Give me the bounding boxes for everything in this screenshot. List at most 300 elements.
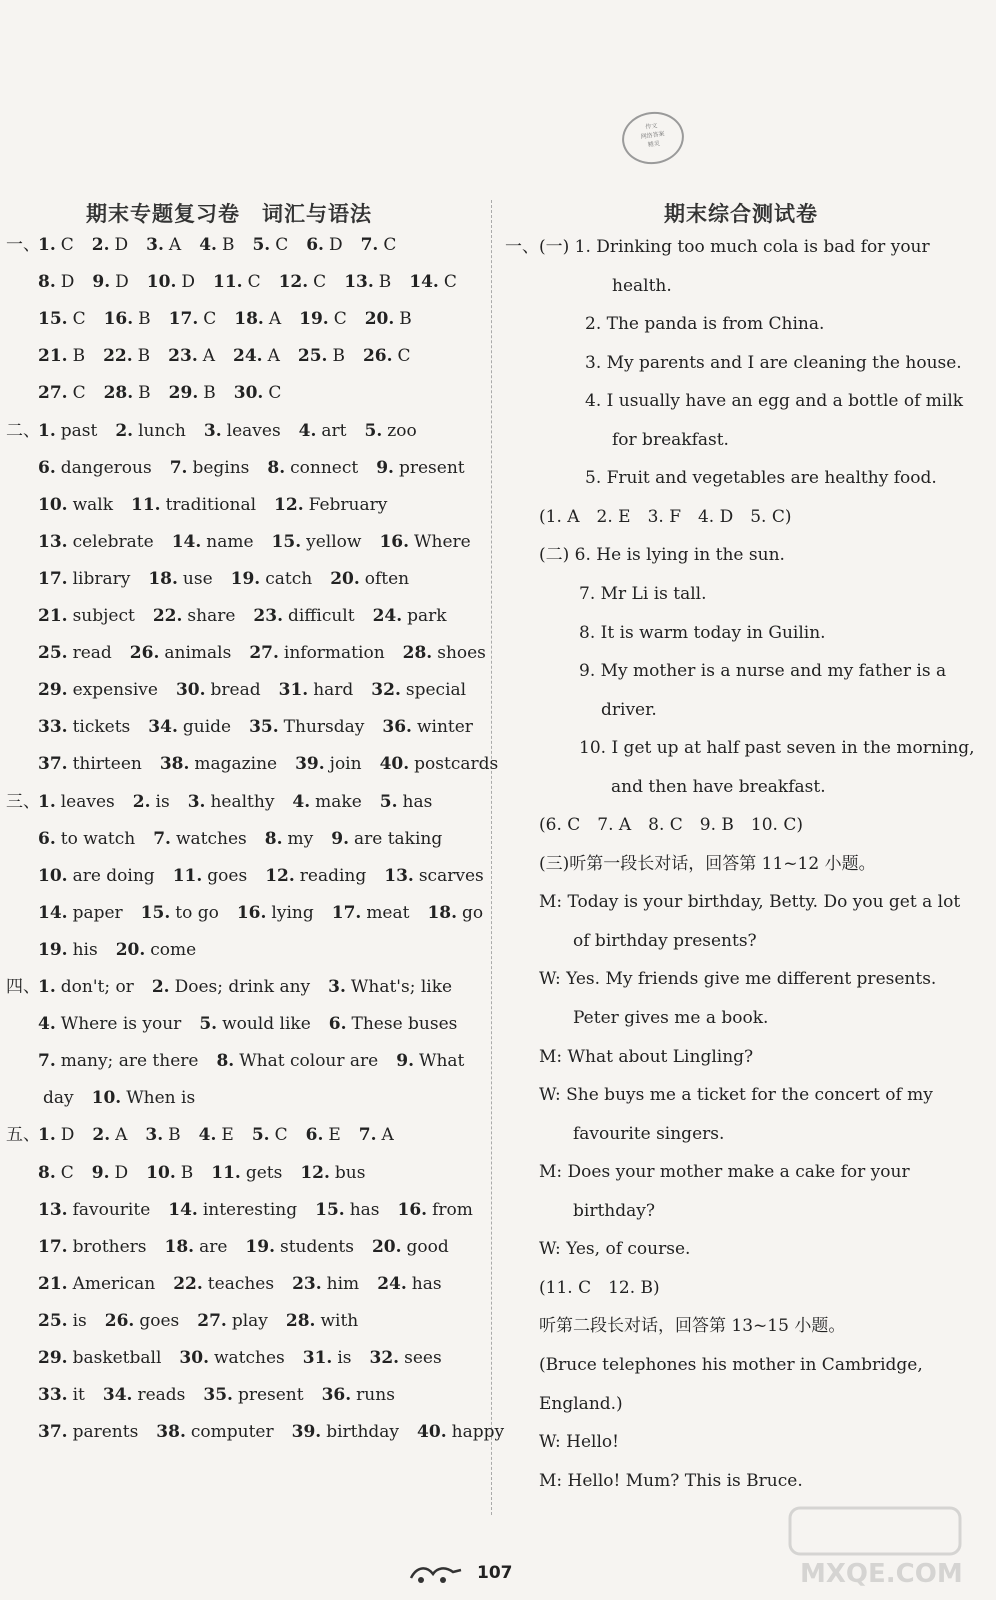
answer-item — [363, 345, 411, 367]
answer-item — [372, 1236, 449, 1258]
question-number: 10. — [38, 865, 68, 886]
answer-line: 7. Mr Li is tall. — [579, 583, 707, 604]
answer-text: happy — [451, 1422, 505, 1443]
question-number: 31. — [302, 1348, 333, 1368]
answer-text: D — [60, 272, 75, 293]
answer-item — [299, 308, 347, 330]
answer-item — [92, 1162, 128, 1184]
answer-item — [38, 679, 158, 701]
answer-item — [211, 1162, 282, 1184]
answer-item — [38, 271, 74, 293]
answer-text: watches — [213, 1348, 285, 1368]
answer-item — [292, 791, 361, 813]
answer-text: come — [150, 939, 197, 960]
answer-item — [148, 568, 212, 590]
answer-text: zoo — [387, 420, 417, 441]
answer-item — [384, 865, 483, 887]
answer-item — [237, 902, 314, 924]
answer-item — [322, 1384, 395, 1406]
page-number: 107 — [477, 1563, 513, 1583]
answer-item — [365, 308, 412, 330]
answer-item — [204, 420, 281, 442]
question-number: 19. — [230, 568, 261, 589]
answer-item — [371, 679, 466, 701]
question-number: 6. — [306, 235, 324, 255]
answer-line: 一、(一) 1. Drinking too much cola is bad for your — [505, 237, 930, 257]
answer-text: C — [275, 235, 289, 255]
answer-line: of birthday presents? — [573, 930, 757, 951]
answer-text: Does; drink any — [174, 977, 311, 997]
answer-text: B — [203, 383, 216, 404]
answer-item — [170, 457, 250, 479]
question-number: 10. — [38, 494, 68, 515]
answer-item — [38, 865, 155, 887]
answer-text: good — [406, 1236, 449, 1257]
answer-text: D — [115, 272, 129, 293]
question-number: 18. — [234, 309, 264, 330]
answer-item — [141, 902, 219, 924]
answer-text: C — [203, 309, 217, 330]
answer-line: for breakfast. — [612, 429, 729, 450]
answer-row — [38, 1310, 376, 1332]
answer-item — [213, 271, 261, 293]
answer-text: B — [137, 346, 151, 367]
answer-item — [38, 345, 85, 367]
answer-row — [38, 753, 516, 775]
answer-row — [38, 1384, 413, 1406]
answer-line: M: What about Lingling? — [539, 1046, 754, 1067]
answer-text: with — [320, 1310, 359, 1331]
answer-text: D — [60, 1125, 75, 1146]
answer-item — [38, 716, 130, 738]
answer-item — [329, 1013, 458, 1035]
answer-text: C — [247, 272, 261, 293]
question-number: 15. — [140, 902, 171, 923]
answer-item — [131, 494, 256, 516]
answer-item — [306, 1124, 341, 1146]
answer-text: use — [182, 568, 213, 589]
answer-item — [417, 1421, 504, 1443]
answer-text: computer — [190, 1422, 274, 1443]
answer-text: go — [462, 902, 484, 923]
answer-text: D — [328, 235, 343, 255]
answer-item — [197, 1310, 268, 1332]
answer-line: (二) 6. He is lying in the sun. — [539, 545, 785, 566]
answer-item — [330, 568, 409, 590]
question-number: 15. — [38, 309, 68, 330]
question-number: 25. — [38, 1310, 68, 1331]
answer-item — [379, 531, 470, 553]
question-number: 37. — [38, 754, 68, 775]
question-number: 16. — [397, 1199, 428, 1220]
answer-text: from — [432, 1199, 473, 1220]
answer-item — [38, 753, 142, 775]
answer-item — [306, 234, 342, 256]
answer-row — [38, 902, 501, 924]
answer-item — [176, 679, 261, 701]
answer-row — [38, 1199, 491, 1221]
answer-item — [179, 1347, 284, 1369]
question-number: 9. — [331, 828, 349, 849]
answer-item — [234, 382, 282, 404]
question-number: 11. — [213, 272, 243, 293]
answer-item — [169, 308, 217, 330]
question-number: 35. — [249, 717, 279, 738]
answer-text: February — [308, 494, 388, 515]
question-number: 21. — [38, 1273, 68, 1294]
question-number: 4. — [198, 1125, 217, 1146]
answer-item — [133, 791, 170, 813]
answer-text: A — [267, 346, 280, 367]
answer-row — [38, 494, 405, 516]
question-number: 28. — [285, 1310, 316, 1331]
answer-item — [173, 865, 247, 887]
question-number: 19. — [299, 309, 329, 330]
question-number: 37. — [38, 1422, 68, 1443]
question-number: 27. — [249, 643, 279, 664]
answer-item — [279, 679, 354, 701]
answer-item — [203, 1384, 303, 1406]
answer-line: M: Does your mother make a cake for your — [539, 1162, 910, 1183]
answer-item — [172, 531, 254, 553]
answer-item — [38, 1050, 198, 1072]
question-number: 6. — [328, 1014, 347, 1035]
answer-text: play — [231, 1310, 268, 1331]
answer-row — [38, 865, 502, 887]
answer-item — [38, 1199, 150, 1221]
question-number: 1. — [38, 420, 56, 441]
answer-text: meat — [366, 902, 410, 923]
answer-item — [146, 234, 181, 256]
answer-row — [38, 1087, 213, 1109]
answer-text: information — [283, 643, 385, 664]
answer-text: to watch — [60, 828, 136, 849]
answer-text: hard — [313, 680, 354, 701]
answer-item — [92, 234, 128, 256]
answer-text: favourite — [72, 1199, 151, 1220]
answer-item — [299, 420, 347, 442]
answer-item — [38, 531, 154, 553]
answer-item — [344, 271, 391, 293]
question-number: 12. — [265, 865, 295, 886]
answer-item — [38, 494, 113, 516]
question-number: 38. — [156, 1422, 186, 1443]
section-marker: 二、 — [6, 420, 40, 441]
answer-text: C — [72, 383, 86, 404]
answer-text: These buses — [351, 1014, 458, 1035]
answer-text: join — [329, 754, 362, 775]
answer-text: sees — [404, 1348, 442, 1368]
answer-item — [252, 1124, 288, 1146]
question-number: 10. — [146, 1162, 176, 1183]
answer-row — [38, 642, 504, 664]
answer-text: shoes — [437, 643, 486, 664]
answer-line: health. — [612, 275, 672, 296]
answer-text: What colour are — [239, 1051, 379, 1072]
answer-line: (三)听第一段长对话，回答第 11~12 小题。 — [539, 853, 876, 874]
answer-item — [38, 605, 135, 627]
answer-item — [145, 1124, 180, 1146]
question-number: 25. — [38, 643, 68, 664]
answer-item — [199, 1124, 234, 1146]
answer-item — [38, 1421, 138, 1443]
answer-row — [38, 679, 484, 701]
question-number: 9. — [92, 272, 111, 293]
answer-item — [286, 1310, 358, 1332]
answer-text: magazine — [194, 754, 278, 775]
question-number: 36. — [321, 1385, 352, 1406]
answer-text: C — [313, 272, 327, 293]
question-number: 3. — [187, 791, 206, 812]
question-number: 34. — [148, 717, 178, 738]
question-number: 27. — [197, 1310, 227, 1331]
answer-text: brothers — [72, 1236, 147, 1257]
question-number: 1. — [38, 977, 56, 997]
answer-item — [361, 234, 397, 256]
answer-row — [38, 308, 430, 330]
answer-text: thirteen — [72, 754, 142, 775]
answer-item — [370, 1347, 442, 1369]
circular-stamp — [619, 108, 688, 168]
answer-row — [38, 345, 429, 367]
answer-text: B — [72, 346, 86, 367]
answer-item — [252, 234, 288, 256]
question-number: 7. — [153, 828, 171, 849]
question-number: 4. — [298, 420, 317, 441]
question-number: 25. — [297, 346, 328, 367]
answer-row — [38, 828, 460, 850]
question-number: 16. — [103, 309, 134, 330]
question-number: 30. — [179, 1348, 209, 1368]
answer-row — [38, 1273, 460, 1295]
answer-text: read — [72, 643, 112, 664]
answer-text: Where — [414, 531, 471, 552]
answer-item — [38, 939, 98, 961]
answer-text: art — [321, 420, 347, 441]
answer-text: leaves — [226, 420, 281, 441]
question-number: 24. — [372, 606, 403, 626]
answer-item — [409, 271, 457, 293]
answer-text: reading — [299, 865, 367, 886]
answer-item — [265, 865, 366, 887]
answer-item — [103, 345, 150, 367]
answer-item — [199, 1013, 310, 1035]
answer-row — [38, 1236, 467, 1258]
answer-item — [152, 976, 310, 998]
answer-line: driver. — [601, 699, 657, 720]
answer-item — [365, 420, 417, 442]
answer-item — [38, 902, 123, 924]
answer-item — [231, 568, 313, 590]
answer-line: (Bruce telephones his mother in Cambridge, — [539, 1354, 923, 1375]
answer-text: B — [168, 1125, 181, 1146]
answer-row — [38, 1013, 475, 1035]
answer-text: park — [407, 606, 447, 626]
answer-text: A — [268, 309, 282, 330]
question-number: 12. — [300, 1162, 330, 1183]
question-number: 15. — [315, 1199, 345, 1220]
question-number: 29. — [38, 680, 68, 701]
answer-text: healthy — [210, 791, 275, 812]
question-number: 7. — [358, 1125, 377, 1146]
question-number: 21. — [38, 346, 68, 367]
answer-row — [38, 457, 483, 479]
question-number: 28. — [103, 383, 134, 404]
question-number: 26. — [362, 346, 393, 367]
question-number: 8. — [264, 828, 283, 849]
question-number: 7. — [169, 457, 188, 478]
answer-item — [398, 1199, 473, 1221]
answer-text: tickets — [72, 717, 131, 738]
answer-item — [147, 271, 195, 293]
stamp-text: 作文 网络答案 精灵 — [640, 122, 666, 149]
question-number: 35. — [203, 1385, 233, 1406]
answer-text: runs — [356, 1385, 395, 1406]
answer-item — [396, 1050, 464, 1072]
answer-item — [303, 1347, 352, 1369]
answer-line: (1. A 2. E 3. F 4. D 5. C) — [539, 506, 792, 527]
answer-text: lying — [271, 902, 314, 923]
answer-text: C — [268, 383, 282, 404]
answer-text: goes — [207, 865, 248, 886]
answer-item — [38, 1273, 155, 1295]
answer-item — [153, 605, 236, 627]
question-number: 34. — [102, 1385, 133, 1406]
answer-item — [165, 1236, 228, 1258]
answer-text: catch — [265, 568, 313, 589]
answer-text: difficult — [287, 606, 355, 626]
answer-text: yellow — [306, 531, 362, 552]
answer-text: has — [349, 1199, 380, 1220]
answer-line: W: She buys me a ticket for the concert of my — [539, 1085, 933, 1106]
answer-line: (11. C 12. B) — [539, 1277, 660, 1298]
answer-item — [279, 271, 327, 293]
section-marker: 五、 — [6, 1125, 40, 1146]
question-number: 27. — [38, 383, 68, 404]
question-number: 29. — [168, 383, 199, 404]
answer-text: B — [138, 309, 151, 330]
answer-item — [427, 902, 483, 924]
answer-line: 2. The panda is from China. — [585, 314, 825, 335]
answer-item — [233, 345, 280, 367]
question-number: 17. — [168, 309, 199, 330]
question-number: 14. — [38, 902, 68, 923]
question-number: 20. — [330, 568, 360, 589]
answer-text: A — [202, 346, 216, 367]
answer-item — [328, 976, 452, 998]
question-number: 2. — [151, 977, 170, 997]
answer-line: 听第二段长对话，回答第 13~15 小题。 — [539, 1316, 846, 1337]
question-number: 16. — [379, 531, 410, 552]
question-number: 32. — [369, 1348, 400, 1368]
question-number: 13. — [38, 1199, 68, 1220]
answer-text: name — [206, 531, 254, 552]
answer-item — [188, 791, 275, 813]
answer-item — [292, 1273, 359, 1295]
answer-text: guide — [182, 717, 232, 738]
answer-text: C — [60, 235, 74, 255]
answer-line: 9. My mother is a nurse and my father is a — [579, 661, 947, 682]
answer-item — [382, 716, 473, 738]
answer-item — [253, 605, 354, 627]
answer-text: is — [72, 1310, 87, 1331]
answer-line: 8. It is warm today in Guilin. — [579, 622, 826, 643]
answer-line: birthday? — [573, 1200, 655, 1221]
question-number: 33. — [38, 717, 68, 738]
answer-text: my — [287, 828, 314, 849]
answer-text: to go — [175, 902, 219, 923]
question-number: 24. — [233, 346, 263, 367]
answer-row — [38, 1421, 522, 1443]
answer-line: and then have breakfast. — [611, 776, 826, 797]
question-number: 5. — [199, 1014, 218, 1035]
answer-line: England.) — [539, 1393, 623, 1414]
answer-row — [38, 382, 299, 404]
watermark-logo — [780, 1500, 980, 1590]
answer-item — [274, 494, 387, 516]
question-number: 32. — [371, 680, 401, 701]
answer-item — [38, 1162, 74, 1184]
answer-text: D — [114, 235, 129, 255]
answer-text: C — [383, 235, 397, 255]
question-number: 39. — [291, 1422, 322, 1443]
answer-item — [315, 1199, 379, 1221]
answer-item — [38, 976, 134, 998]
question-number: 13. — [38, 531, 68, 552]
answer-text: connect — [290, 457, 359, 478]
question-number: 7. — [360, 235, 379, 255]
answer-item — [38, 1236, 147, 1258]
question-number: 6. — [38, 828, 56, 849]
answer-item — [38, 457, 152, 479]
answer-text: are doing — [72, 865, 155, 886]
question-number: 23. — [292, 1273, 322, 1294]
answer-item — [38, 308, 86, 330]
answer-text: B — [378, 272, 392, 293]
answer-item — [38, 1310, 87, 1332]
question-number: 2. — [91, 235, 110, 255]
question-number: 20. — [115, 939, 146, 960]
answer-item — [92, 1124, 127, 1146]
question-number: 11. — [172, 865, 203, 886]
question-number: 22. — [103, 346, 133, 367]
answer-item — [38, 791, 115, 813]
answer-text: many; are there — [60, 1051, 199, 1072]
answer-text: reads — [137, 1385, 186, 1406]
section-marker: 四、 — [6, 977, 40, 997]
answer-text: basketball — [72, 1348, 162, 1368]
question-number: 13. — [344, 272, 374, 293]
question-number: 14. — [168, 1199, 198, 1220]
answer-text: students — [280, 1236, 354, 1257]
answer-item — [403, 642, 486, 664]
answer-text: interesting — [202, 1199, 298, 1220]
question-number: 8. — [38, 272, 56, 293]
answer-row — [38, 271, 475, 293]
question-number: 11. — [211, 1162, 241, 1183]
question-number: 22. — [173, 1273, 203, 1294]
answer-text: C — [274, 1125, 288, 1146]
answer-text: parents — [72, 1422, 139, 1443]
answer-line: 3. My parents and I are cleaning the house. — [585, 352, 962, 373]
answer-text: Where is your — [60, 1014, 182, 1035]
question-number: 5. — [252, 235, 271, 255]
question-number: 17. — [38, 1236, 68, 1257]
answer-item — [249, 642, 384, 664]
question-number: 15. — [271, 531, 302, 552]
answer-text: are — [199, 1236, 228, 1257]
question-number: 5. — [379, 791, 398, 812]
